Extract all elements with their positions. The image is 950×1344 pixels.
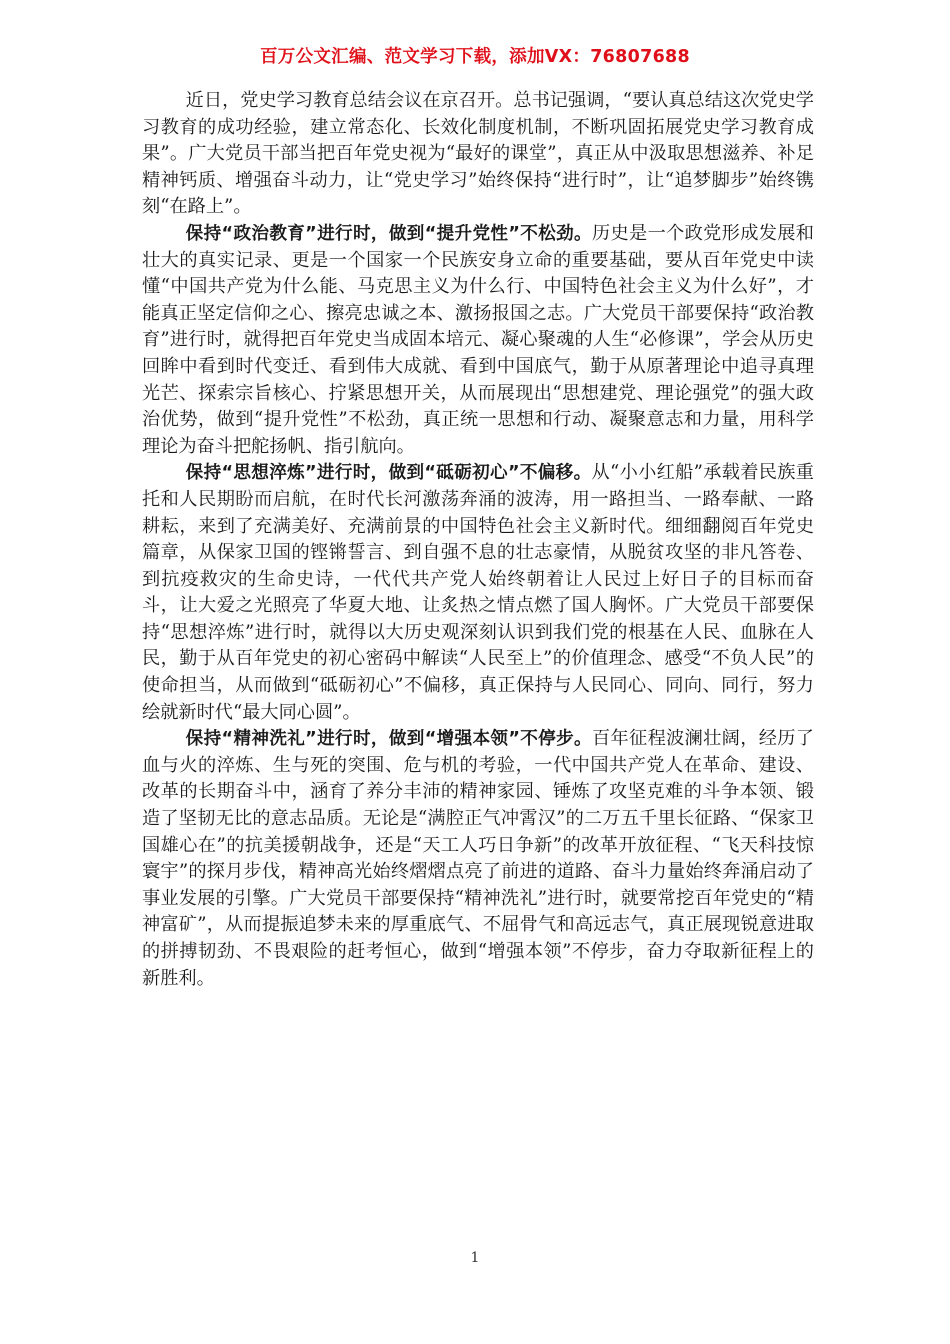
paragraph-body: 从“小小红船”承载着民族重托和人民期盼而启航，在时代长河激荡奔涌的波涛，用一路担当、一路奉献、一路耕耘，来到了充满美好、充满前景的中国特色社会主义新时代。细细翻阅百年党史篇章，从保家卫国的铿锵誓言、到自强不息的壮志豪情，从脱贫攻坚的非凡答卷、到抗疫救灾的生命史诗，一代代共产党人始终朝着让人民过上好日子的目标而奋斗，让大爱之光照亮了华夏大地、让炙热之情点燃了国人胸怀。广大党员干部要保持“思想淬炼”进行时，就得以大历史观深刻认识到我们党的根基在人民、血脉在人民，勤于从百年党史的初心密码中解读“人民至上”的价值理念、感受“不负人民”的使命担当，从而做到“砥砺初心”不偏移，真正保持与人民同心、同向、同行，努力绘就新时代“最大同心圆”。 [142,462,814,723]
paragraph-body: 历史是一个政党形成发展和壮大的真实记录、更是一个国家一个民族安身立命的重要基础，要从百年党史中读懂“中国共产党为什么能、马克思主义为什么行、中国特色社会主义为什么好”，才能真正坚定信仰之心、擦亮忠诚之本、激扬报国之志。广大党员干部要保持“政治教育”进行时，就得把百年党史当成固本培元、凝心聚魂的人生“必修课”，学会从历史回眸中看到时代变迁、看到伟大成就、看到中国底气，勤于从原著理论中追寻真理光芒、探索宗旨核心、拧紧思想开关，从而展现出“思想建党、理论强党”的强大政治优势，做到“提升党性”不松劲，真正统一思想和行动、凝聚意志和力量，用科学理论为奋斗把舵扬帆、指引航向。 [142,222,814,457]
article-body [142,88,814,992]
paragraph-body: 近日，党史学习教育总结会议在京召开。总书记强调，“要认真总结这次党史学习教育的成功经验，建立常态化、长效化制度机制，不断巩固拓展党史学习教育成果”。广大党员干部当把百年党史视为“最好的课堂”，真正从中汲取思想滋养、补足精神钙质、增强奋斗动力，让“党史学习”始终保持“进行时”，让“追梦脚步”始终镌刻“在路上”。 [142,90,814,218]
paragraph-heading: 保持“精神洗礼”进行时，做到“增强本领”不停步。 [185,729,592,750]
watermark-header: 百万公文汇编、范文学习下载，添加VX：76807688 [259,47,691,67]
paragraph-spiritual-baptism [142,726,814,992]
paragraph-thought-tempering [142,460,814,726]
paragraph-intro [142,88,814,221]
paragraph-political-education [142,221,814,460]
paragraph-body: 百年征程波澜壮阔，经历了血与火的淬炼、生与死的突围、危与机的考验，一代中国共产党人在革命、建设、改革的长期奋斗中，涵育了养分丰沛的精神家园、锤炼了攻坚克难的斗争本领、锻造了坚韧无比的意志品质。无论是“满腔正气冲霄汉”的二万五千里长征路、“保家卫国雄心在”的抗美援朝战争，还是“天工人巧日争新”的改革开放征程、“飞天科技惊寰宇”的探月步伐，精神高光始终熠熠点亮了前进的道路、奋斗力量始终奔涌启动了事业发展的引擎。广大党员干部要保持“精神洗礼”进行时，就要常挖百年党史的“精神富矿”，从而提振追梦未来的厚重底气、不屈骨气和高远志气，真正展现锐意进取的拼搏韧劲、不畏艰险的赶考恒心，做到“增强本领”不停步，奋力夺取新征程上的新胜利。 [142,728,814,989]
paragraph-heading: 保持“思想淬炼”进行时，做到“砥砺初心”不偏移。 [185,463,592,484]
page-number: 1 [470,1250,480,1266]
paragraph-heading: 保持“政治教育”进行时，做到“提升党性”不松劲。 [185,223,592,244]
